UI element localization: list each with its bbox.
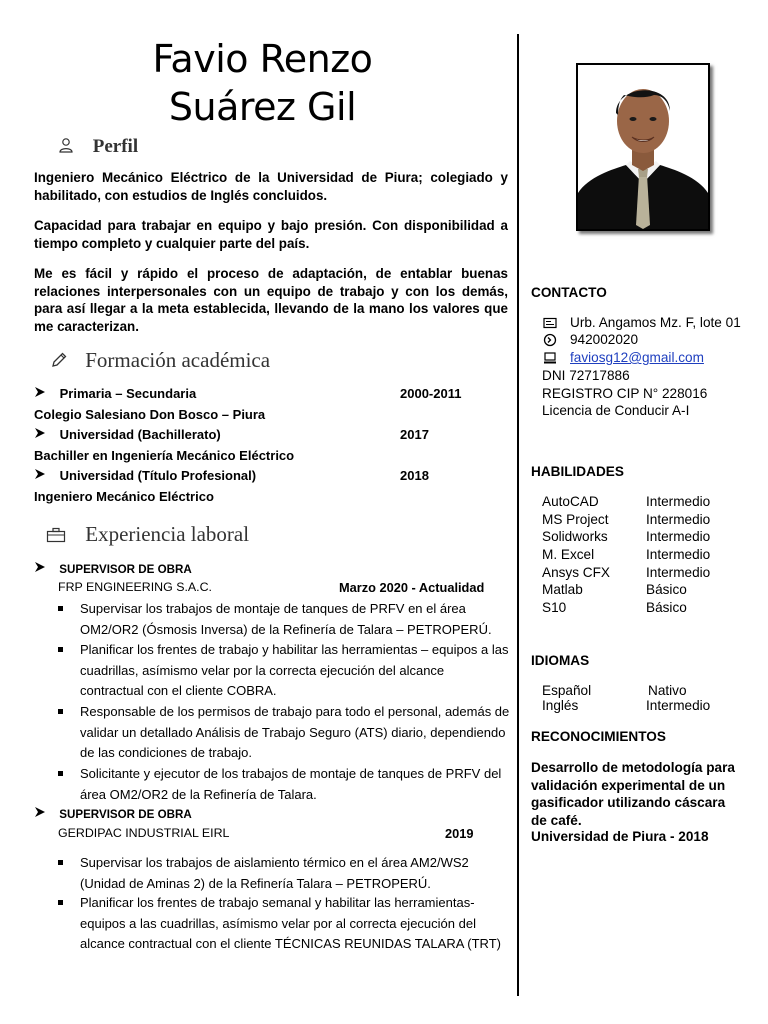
user-icon	[58, 137, 74, 159]
job-period-1: Marzo 2020 - Actualidad	[339, 580, 485, 595]
skill-row: Ansys CFX Intermedio	[542, 565, 711, 580]
skill-row: MS Project Intermedio	[542, 512, 711, 527]
job-company-2: GERDIPAC INDUSTRIAL EIRL	[58, 826, 230, 840]
arrowhead-icon	[34, 806, 52, 821]
job-title-text: SUPERVISOR DE OBRA	[59, 563, 192, 576]
skill-row: Solidworks Intermedio	[542, 529, 711, 544]
language-row: Español Nativo	[542, 683, 687, 698]
perfil-heading	[58, 136, 138, 159]
job-1-bullet-2: Planificar los frentes de trabajo y habilitar las herramientas – equipos a las cuadrillas, asímismo velar por la correcta ejecución del alcance contractual con el cliente COBRA.	[58, 640, 510, 702]
pencil-icon	[50, 350, 68, 375]
skill-row: S10 Básico	[542, 600, 687, 615]
formacion-heading	[50, 348, 270, 375]
recognition-institution: Universidad de Piura - 2018	[531, 829, 709, 844]
contact-email-link[interactable]: faviosg12@gmail.com	[570, 350, 704, 365]
contact-phone: 942002020	[570, 332, 639, 347]
job-company-1: FRP ENGINEERING S.A.C.	[58, 580, 212, 594]
contact-cip: REGISTRO CIP N° 228016	[542, 386, 708, 401]
formacion-year: 2018	[400, 468, 429, 483]
job-title-text: SUPERVISOR DE OBRA	[59, 808, 192, 821]
name-line-1: Favio Renzo	[152, 37, 373, 81]
computer-icon	[543, 351, 557, 365]
arrowhead-icon	[34, 468, 52, 483]
formacion-item-1	[34, 386, 504, 401]
formacion-year: 2000-2011	[400, 386, 462, 401]
column-divider	[517, 34, 519, 996]
job-1-bullet-4: Solicitante y ejecutor de los trabajos de montaje de tanques de PRFV del área OM2/OR2 de la Refinería de Talara.	[58, 764, 510, 805]
job-1-bullet-1: Supervisar los trabajos de montaje de tanques de PRFV en el área OM2/OR2 (Ósmosis Inversa) de la Refinería de Talara – PETROPERÚ.	[58, 599, 510, 640]
skill-row: AutoCAD Intermedio	[542, 494, 711, 509]
experiencia-heading-text: Experiencia laboral	[85, 522, 250, 546]
contact-address: Urb. Angamos Mz. F, lote 01	[570, 315, 741, 330]
arrowhead-icon	[34, 561, 52, 576]
perfil-paragraph-2: Capacidad para trabajar en equipo y bajo presión. Con disponibilidad a tiempo completo y cualquier parte del país.	[34, 218, 508, 251]
formacion-heading-text: Formación académica	[85, 348, 271, 372]
formacion-detail-2: Bachiller en Ingeniería Mecánico Eléctrico	[34, 448, 295, 463]
arrowhead-icon	[34, 427, 52, 442]
reconocimientos-heading: RECONOCIMIENTOS	[531, 729, 666, 744]
contact-dni: DNI 72717886	[542, 368, 630, 383]
contacto-heading: CONTACTO	[531, 285, 607, 300]
job-period-2: 2019	[445, 826, 474, 841]
perfil-paragraph-1: Ingeniero Mecánico Eléctrico de la Universidad de Piura; colegiado y habilitado, con estudios de Inglés concluidos.	[34, 170, 508, 203]
skill-row: Matlab Básico	[542, 582, 687, 597]
job-title-1	[34, 561, 192, 576]
job-2-bullet-1: Supervisar los trabajos de aislamiento térmico en el área AM2/WS2 (Unidad de Aminas 2) de la Refinería Talara – PETROPERÚ.	[58, 853, 510, 894]
language-row: Inglés Intermedio	[542, 698, 711, 713]
address-card-icon	[543, 316, 557, 330]
idiomas-heading: IDIOMAS	[531, 653, 590, 668]
contact-license: Licencia de Conducir A-I	[542, 403, 690, 418]
skill-row: M. Excel Intermedio	[542, 547, 711, 562]
formacion-title: Universidad (Título Profesional)	[59, 468, 257, 483]
experiencia-heading	[46, 522, 249, 549]
formacion-detail-1: Colegio Salesiano Don Bosco – Piura	[34, 407, 266, 422]
perfil-paragraph-3: Me es fácil y rápido el proceso de adaptación, de entablar buenas relaciones interpersonales con un equipo de trabajo y con los demás, para así llegar a la meta establecida, llevando de la mano los valores que me caracterizan.	[34, 266, 508, 334]
formacion-detail-3: Ingeniero Mecánico Eléctrico	[34, 489, 214, 504]
formacion-title: Universidad (Bachillerato)	[59, 427, 221, 442]
briefcase-icon	[46, 524, 66, 549]
formacion-item-3	[34, 468, 504, 483]
formacion-title: Primaria – Secundaria	[59, 386, 197, 401]
perfil-heading-text: Perfil	[92, 136, 139, 157]
job-2-bullet-2: Planificar los frentes de trabajo semanal y habilitar las herramientas-equipos a las cuadrillas, asímismo velar por al correcta ejecución del alcance contractual con el cliente TÉCNICAS REUNIDAS TALARA (TRT)	[58, 893, 510, 955]
arrowhead-icon	[34, 386, 52, 401]
profile-photo	[576, 63, 710, 231]
name-line-2: Suárez Gil	[168, 85, 357, 129]
recognition-title: Desarrollo de metodología para validación experimental de un gasificador utilizando cáscara de café.	[531, 760, 735, 828]
phone-icon	[543, 333, 557, 347]
formacion-year: 2017	[400, 427, 429, 442]
habilidades-heading: HABILIDADES	[531, 464, 624, 479]
formacion-item-2	[34, 427, 504, 442]
job-1-bullet-3: Responsable de los permisos de trabajo para todo el personal, además de validar un detallado Análisis de Trabajo Seguro (ATS) diario, dependiendo de las condiciones de trabajo.	[58, 702, 510, 764]
job-title-2	[34, 806, 192, 821]
